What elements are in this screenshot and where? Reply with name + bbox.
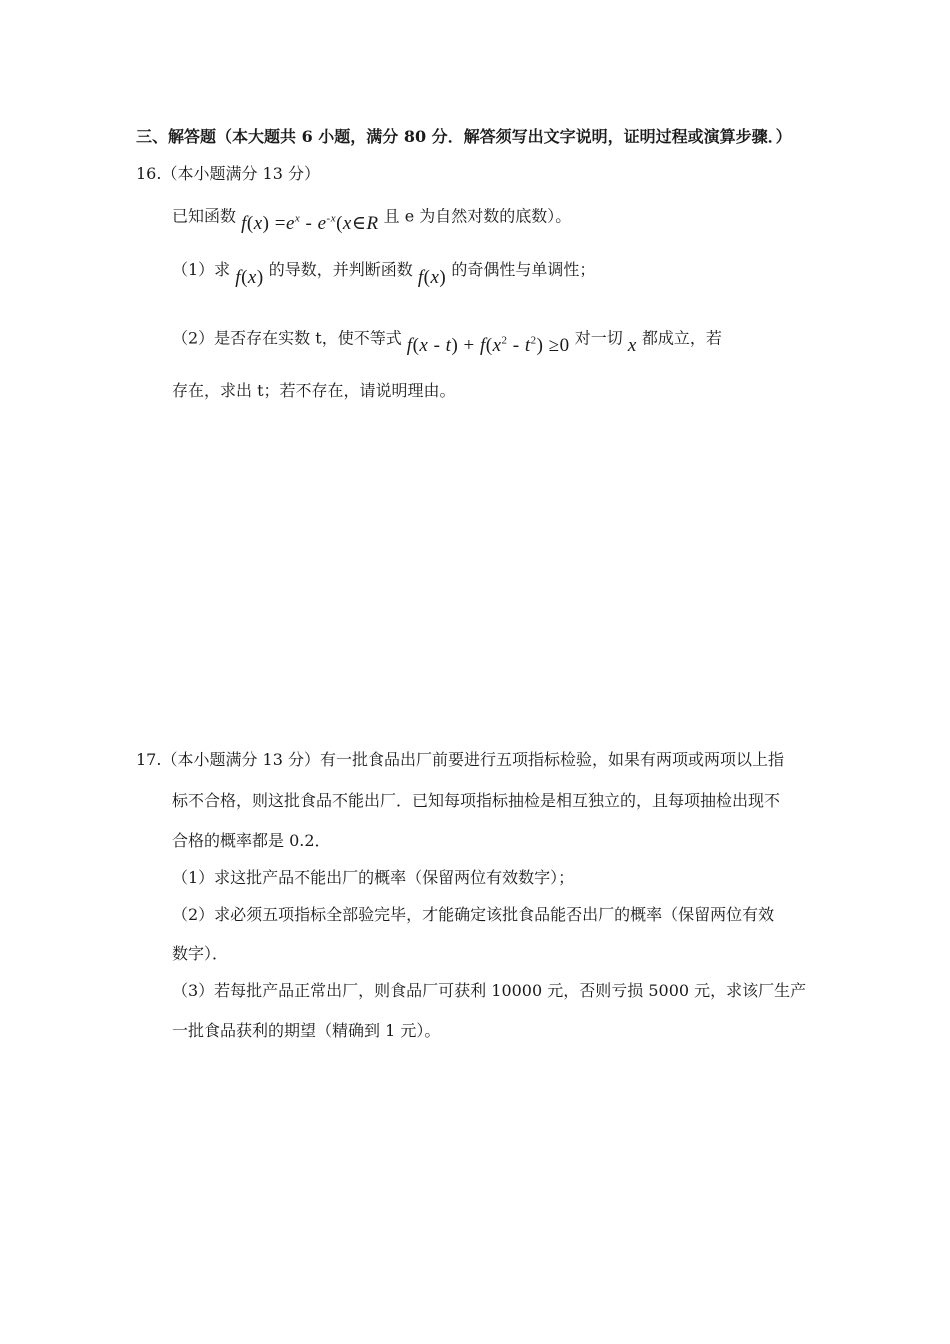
q17-part2-line2: 数字）．: [172, 944, 229, 963]
q16-part1-formula-a: f(x): [235, 267, 264, 288]
q16-part1: [172, 260, 596, 288]
q16-part1-formula-b: f(x): [417, 267, 447, 288]
q16-inequality-formula: $f(x - t) + f(x^2 - t^2) \ge 0$: [406, 335, 570, 357]
q16-intro: [172, 201, 572, 235]
q17-line3: 合格的概率都是 0.2．: [172, 831, 331, 850]
q16-part1-suffix: 的奇偶性与单调性；: [451, 260, 596, 279]
q17-part1: （1）求这批产品不能出厂的概率（保留两位有效数字）；: [172, 868, 575, 887]
q17-part3-line1: （3）若每批产品正常出厂，则食品厂可获利 10000 元，否则亏损 5000 元，求该厂生产: [172, 981, 807, 1000]
q17-part2-line1: （2）求必须五项指标全部验完毕，才能确定该批食品能否出厂的概率（保留两位有效: [172, 905, 775, 924]
q16-part2-suffix: 都成立，若: [641, 328, 722, 348]
q16-intro-text: 已知函数: [172, 206, 237, 226]
q16-part2-continuation: 存在，求出 t；若不存在，请说明理由。: [172, 381, 456, 400]
q16-part2: [172, 323, 722, 357]
q16-function-formula: $f(x) =e^x$ - $e^{-x}(x\in R$: [241, 213, 379, 235]
section-heading: 三、解答题（本大题共 6 小题，满分 80 分．解答须写出文字说明，证明过程或演算步骤．）: [136, 127, 792, 146]
q16-variable-x: x: [627, 335, 637, 357]
q16-intro-suffix: 且 e 为自然对数的底数）。: [383, 206, 572, 226]
q17-part3-line2: 一批食品获利的期望（精确到 1 元）。: [172, 1021, 441, 1040]
q17-line1: 17.（本小题满分 13 分）有一批食品出厂前要进行五项指标检验，如果有两项或两项以上指: [136, 750, 784, 769]
q16-part2-mid: 对一切: [574, 328, 623, 348]
q16-number: 16.（本小题满分 13 分）: [136, 164, 320, 183]
q17-line2: 标不合格，则这批食品不能出厂．已知每项指标抽检是相互独立的，且每项抽检出现不: [172, 791, 781, 810]
q16-part2-prefix: （2）是否存在实数 t，使不等式: [172, 328, 402, 348]
q16-part1-mid: 的导数，并判断函数: [268, 260, 413, 279]
q16-part1-prefix: （1）求: [172, 260, 231, 279]
